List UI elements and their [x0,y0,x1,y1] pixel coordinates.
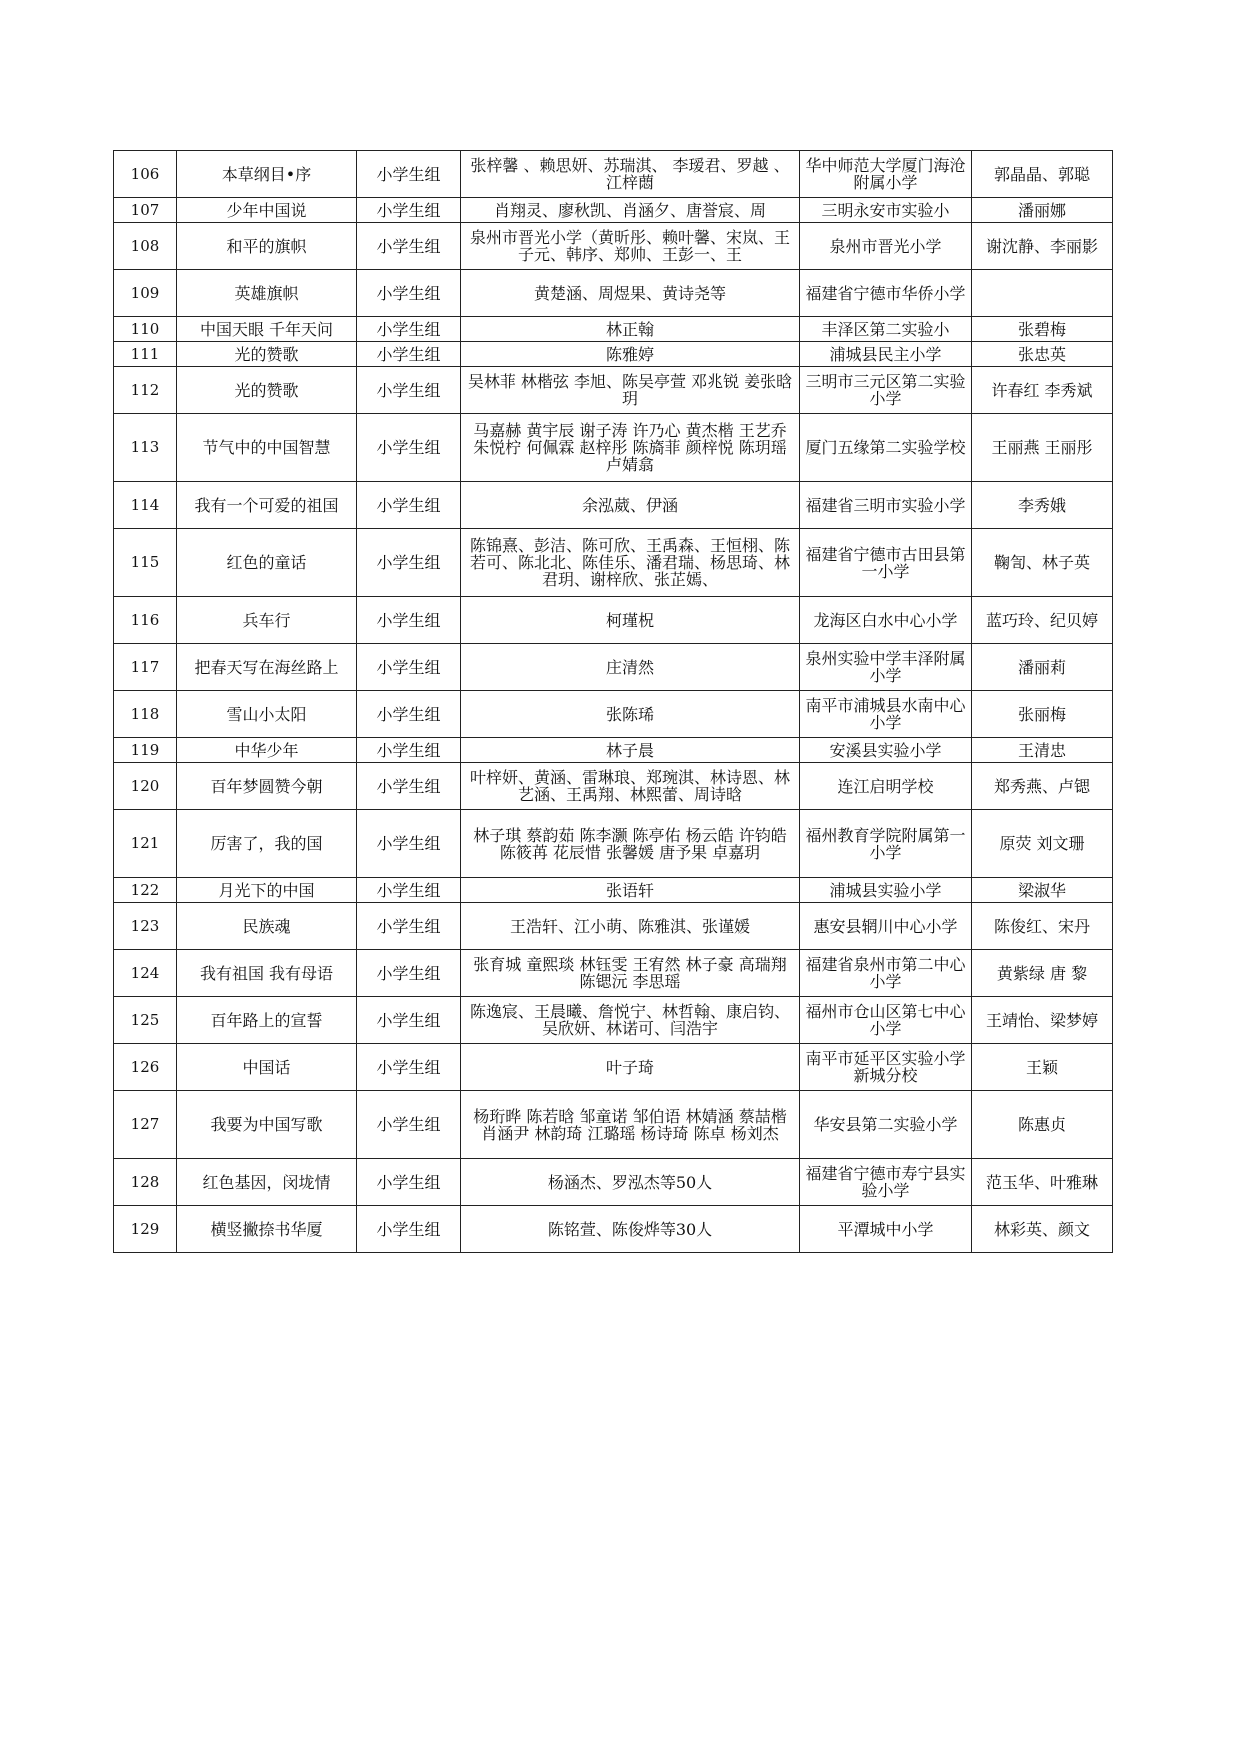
cell-school: 浦城县民主小学 [800,342,972,367]
cell-members: 王浩轩、江小萌、陈雅淇、张谨媛 [461,903,800,950]
cell-teacher: 李秀娥 [972,482,1113,529]
table-row [114,1091,1113,1159]
cell-no: 113 [114,414,177,482]
cell-group: 小学生组 [357,317,461,342]
table-row [114,270,1113,317]
cell-members: 杨涵杰、罗泓杰等50人 [461,1159,800,1206]
cell-teacher: 王丽燕 王丽彤 [972,414,1113,482]
award-table-body [114,151,1113,1253]
cell-group: 小学生组 [357,367,461,414]
cell-members: 陈铭萱、陈俊烨等30人 [461,1206,800,1253]
cell-teacher: 蓝巧玲、纪贝婷 [972,597,1113,644]
cell-no: 106 [114,151,177,198]
cell-group: 小学生组 [357,1044,461,1091]
award-table [113,150,1113,1253]
cell-no: 120 [114,763,177,810]
cell-group: 小学生组 [357,878,461,903]
cell-group: 小学生组 [357,997,461,1044]
cell-title: 中华少年 [177,738,357,763]
cell-group: 小学生组 [357,763,461,810]
cell-school: 福州市仓山区第七中心小学 [800,997,972,1044]
cell-school: 南平市浦城县水南中心小学 [800,691,972,738]
cell-teacher: 许春红 李秀斌 [972,367,1113,414]
cell-title: 我要为中国写歌 [177,1091,357,1159]
table-row [114,317,1113,342]
cell-group: 小学生组 [357,414,461,482]
cell-members: 陈雅婷 [461,342,800,367]
cell-members: 肖翔灵、廖秋凯、肖涵夕、唐誉宸、周 [461,198,800,223]
table-row [114,1206,1113,1253]
cell-teacher: 张丽梅 [972,691,1113,738]
cell-teacher: 郑秀燕、卢锶 [972,763,1113,810]
cell-title: 和平的旗帜 [177,223,357,270]
cell-no: 124 [114,950,177,997]
cell-members: 叶子琦 [461,1044,800,1091]
table-row [114,903,1113,950]
cell-no: 107 [114,198,177,223]
cell-group: 小学生组 [357,1159,461,1206]
cell-title: 百年路上的宣誓 [177,997,357,1044]
cell-members: 陈锦熹、彭洁、陈可欣、王禹森、王恒栩、陈若可、陈北北、陈佳乐、潘君瑞、杨思琦、林君玥、谢梓欣、张芷嫣、 [461,529,800,597]
table-row [114,482,1113,529]
cell-title: 把春天写在海丝路上 [177,644,357,691]
cell-school: 三明市三元区第二实验小学 [800,367,972,414]
cell-teacher: 范玉华、叶雅琳 [972,1159,1113,1206]
cell-members: 泉州市晋光小学（黄昕彤、赖叶馨、宋岚、王子元、韩序、郑帅、王彭一、王 [461,223,800,270]
cell-title: 本草纲目•序 [177,151,357,198]
cell-teacher: 陈惠贞 [972,1091,1113,1159]
cell-school: 惠安县辋川中心小学 [800,903,972,950]
cell-school: 泉州实验中学丰泽附属小学 [800,644,972,691]
cell-no: 123 [114,903,177,950]
cell-group: 小学生组 [357,198,461,223]
cell-no: 125 [114,997,177,1044]
cell-members: 余泓葳、伊涵 [461,482,800,529]
cell-teacher: 王清忠 [972,738,1113,763]
cell-school: 福州教育学院附属第一小学 [800,810,972,878]
cell-members: 黄楚涵、周煜果、黄诗尧等 [461,270,800,317]
cell-members: 庄清然 [461,644,800,691]
cell-title: 英雄旗帜 [177,270,357,317]
cell-no: 126 [114,1044,177,1091]
cell-title: 红色基因，闵垅情 [177,1159,357,1206]
cell-no: 114 [114,482,177,529]
cell-school: 泉州市晋光小学 [800,223,972,270]
cell-group: 小学生组 [357,1206,461,1253]
cell-members: 叶梓妍、黄涵、雷琳琅、郑琬淇、林诗恩、林艺涵、王禹翔、林熙蕾、周诗晗 [461,763,800,810]
cell-title: 我有祖国 我有母语 [177,950,357,997]
cell-school: 福建省泉州市第二中心小学 [800,950,972,997]
award-list-sheet [113,150,1112,1253]
cell-members: 张育城 童熙琰 林钰雯 王宥然 林子豪 高瑞翔 陈锶沅 李思瑶 [461,950,800,997]
cell-title: 节气中的中国智慧 [177,414,357,482]
cell-members: 林正翰 [461,317,800,342]
cell-no: 111 [114,342,177,367]
cell-title: 兵车行 [177,597,357,644]
cell-school: 福建省宁德市华侨小学 [800,270,972,317]
table-row [114,644,1113,691]
cell-members: 柯瑾柷 [461,597,800,644]
cell-teacher: 王靖怡、梁梦婷 [972,997,1113,1044]
cell-no: 129 [114,1206,177,1253]
cell-school: 福建省三明市实验小学 [800,482,972,529]
cell-school: 厦门五缘第二实验学校 [800,414,972,482]
cell-no: 128 [114,1159,177,1206]
cell-title: 雪山小太阳 [177,691,357,738]
cell-title: 少年中国说 [177,198,357,223]
cell-no: 122 [114,878,177,903]
table-row [114,997,1113,1044]
cell-group: 小学生组 [357,644,461,691]
cell-title: 民族魂 [177,903,357,950]
table-row [114,810,1113,878]
cell-teacher: 原荧 刘文珊 [972,810,1113,878]
cell-title: 月光下的中国 [177,878,357,903]
cell-school: 三明永安市实验小 [800,198,972,223]
cell-teacher: 林彩英、颜文 [972,1206,1113,1253]
cell-group: 小学生组 [357,223,461,270]
cell-no: 109 [114,270,177,317]
cell-teacher: 陈俊红、宋丹 [972,903,1113,950]
cell-no: 108 [114,223,177,270]
table-row [114,950,1113,997]
cell-no: 127 [114,1091,177,1159]
table-row [114,691,1113,738]
cell-members: 吴林菲 林楷弦 李旭、陈吴亭萱 邓兆锐 姜张晗玥 [461,367,800,414]
cell-title: 中国话 [177,1044,357,1091]
table-row [114,529,1113,597]
cell-school: 福建省宁德市古田县第一小学 [800,529,972,597]
cell-members: 马嘉赫 黄宇辰 谢子涛 许乃心 黄杰楷 王艺乔 朱悦柠 何佩霖 赵梓彤 陈旖菲 颜梓悦 陈玥瑶 卢婧翕 [461,414,800,482]
cell-teacher: 郭晶晶、郭聪 [972,151,1113,198]
cell-no: 116 [114,597,177,644]
cell-no: 118 [114,691,177,738]
cell-no: 115 [114,529,177,597]
table-row [114,223,1113,270]
cell-group: 小学生组 [357,342,461,367]
cell-group: 小学生组 [357,810,461,878]
cell-school: 龙海区白水中心小学 [800,597,972,644]
cell-members: 张梓馨 、赖思妍、苏瑞淇、 李瑷君、罗越 、江梓蕄 [461,151,800,198]
table-row [114,1159,1113,1206]
table-row [114,414,1113,482]
cell-no: 110 [114,317,177,342]
cell-group: 小学生组 [357,270,461,317]
cell-group: 小学生组 [357,691,461,738]
cell-teacher: 潘丽莉 [972,644,1113,691]
cell-school: 南平市延平区实验小学新城分校 [800,1044,972,1091]
cell-teacher [972,270,1113,317]
cell-school: 华安县第二实验小学 [800,1091,972,1159]
cell-group: 小学生组 [357,950,461,997]
cell-group: 小学生组 [357,738,461,763]
cell-group: 小学生组 [357,482,461,529]
cell-members: 林子琪 蔡韵茹 陈李灏 陈亭佑 杨云皓 许钧皓 陈筱苒 花辰惜 张馨媛 唐予果 卓嘉玥 [461,810,800,878]
table-row [114,597,1113,644]
table-row [114,367,1113,414]
table-row [114,763,1113,810]
cell-teacher: 张忠英 [972,342,1113,367]
table-row [114,198,1113,223]
cell-teacher: 鞠訇、林子英 [972,529,1113,597]
cell-group: 小学生组 [357,529,461,597]
cell-school: 福建省宁德市寿宁县实验小学 [800,1159,972,1206]
cell-title: 光的赞歌 [177,342,357,367]
cell-no: 117 [114,644,177,691]
cell-group: 小学生组 [357,597,461,644]
cell-title: 光的赞歌 [177,367,357,414]
cell-teacher: 谢沈静、李丽影 [972,223,1113,270]
cell-teacher: 王颖 [972,1044,1113,1091]
cell-members: 张陈琋 [461,691,800,738]
cell-school: 平潭城中小学 [800,1206,972,1253]
table-row [114,342,1113,367]
cell-no: 112 [114,367,177,414]
cell-group: 小学生组 [357,151,461,198]
cell-teacher: 黄紫绿 唐 黎 [972,950,1113,997]
table-row [114,738,1113,763]
cell-school: 丰泽区第二实验小 [800,317,972,342]
table-row [114,151,1113,198]
cell-group: 小学生组 [357,1091,461,1159]
table-row [114,878,1113,903]
cell-title: 厉害了，我的国 [177,810,357,878]
cell-teacher: 潘丽娜 [972,198,1113,223]
cell-school: 浦城县实验小学 [800,878,972,903]
cell-no: 119 [114,738,177,763]
cell-title: 我有一个可爱的祖国 [177,482,357,529]
cell-teacher: 张碧梅 [972,317,1113,342]
cell-title: 红色的童话 [177,529,357,597]
cell-school: 安溪县实验小学 [800,738,972,763]
cell-group: 小学生组 [357,903,461,950]
cell-members: 张语轩 [461,878,800,903]
cell-school: 华中师范大学厦门海沧附属小学 [800,151,972,198]
cell-members: 陈逸宸、王晨曦、詹悦宁、林哲翰、康启钧、吴欣妍、林诺可、闫浩宇 [461,997,800,1044]
cell-members: 林子晨 [461,738,800,763]
cell-title: 中国天眼 千年天问 [177,317,357,342]
cell-teacher: 梁淑华 [972,878,1113,903]
cell-title: 横竖撇捺书华厦 [177,1206,357,1253]
cell-title: 百年梦圆赞今朝 [177,763,357,810]
cell-school: 连江启明学校 [800,763,972,810]
table-row [114,1044,1113,1091]
cell-members: 杨珩晔 陈若晗 邹童诺 邹伯语 林婧涵 蔡喆楷 肖涵尹 林韵琦 江璐瑶 杨诗琦 陈卓 杨刘杰 [461,1091,800,1159]
cell-no: 121 [114,810,177,878]
